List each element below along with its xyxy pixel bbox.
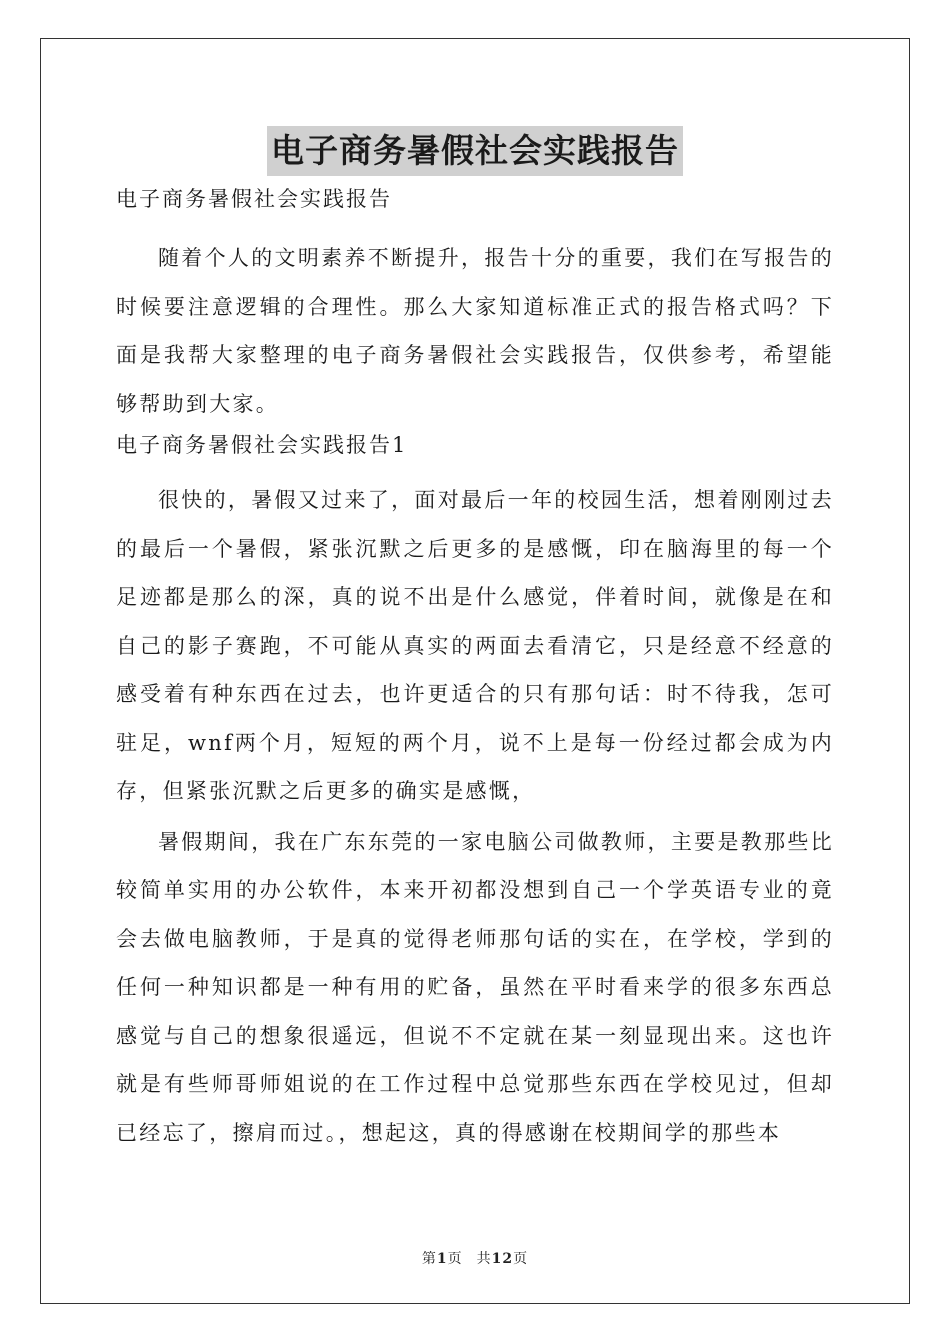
page-total: 12 [491,1251,514,1267]
page-current: 1 [436,1251,448,1267]
page-suffix: 页 [447,1251,463,1267]
page-footer [0,1248,950,1268]
section-title: 电子商务暑假社会实践报告1 [116,433,408,457]
document-subtitle: 电子商务暑假社会实践报告 [116,187,392,211]
intro-paragraph: 随着个人的文明素养不断提升，报告十分的重要，我们在写报告的时候要注意逻辑的合理性。那么大家知道标准正式的报告格式吗？下面是我帮大家整理的电子商务暑假社会实践报告，仅供参考，希望能够帮助到大家。 [116,246,834,416]
total-prefix: 共 [476,1251,492,1267]
document-body [116,184,834,1159]
document-title: 电子商务暑假社会实践报告 [267,126,683,176]
title-block [0,126,950,176]
body-paragraph-2: 暑假期间，我在广东东莞的一家电脑公司做教师，主要是教那些比较简单实用的办公软件，本来开初都没想到自己一个学英语专业的竟会去做电脑教师，于是真的觉得老师那句话的实在，在学校，学到的任何一种知识都是一种有用的贮备，虽然在平时看来学的很多东西总感觉与自己的想象很遥远，但说不不定就在某一刻显现出来。这也许就是有些师哥师姐说的在工作过程中总觉那些东西在学校见过，但却已经忘了，擦肩而过。，想起这，真的得感谢在校期间学的那些本 [116,829,834,1145]
page-prefix: 第 [421,1251,437,1267]
total-suffix: 页 [513,1251,529,1267]
body-paragraph-1: 很快的，暑假又过来了，面对最后一年的校园生活，想着刚刚过去的最后一个暑假，紧张沉默之后更多的是感慨，印在脑海里的每一个足迹都是那么的深，真的说不出是什么感觉，伴着时间，就像是在和自己的影子赛跑，不可能从真实的两面去看清它，只是经意不经意的感受着有种东西在过去，也许更适合的只有那句话：时不待我，怎可驻足，wnf两个月，短短的两个月，说不上是每一份经过都会成为内存，但紧张沉默之后更多的确实是感慨， [116,488,834,803]
